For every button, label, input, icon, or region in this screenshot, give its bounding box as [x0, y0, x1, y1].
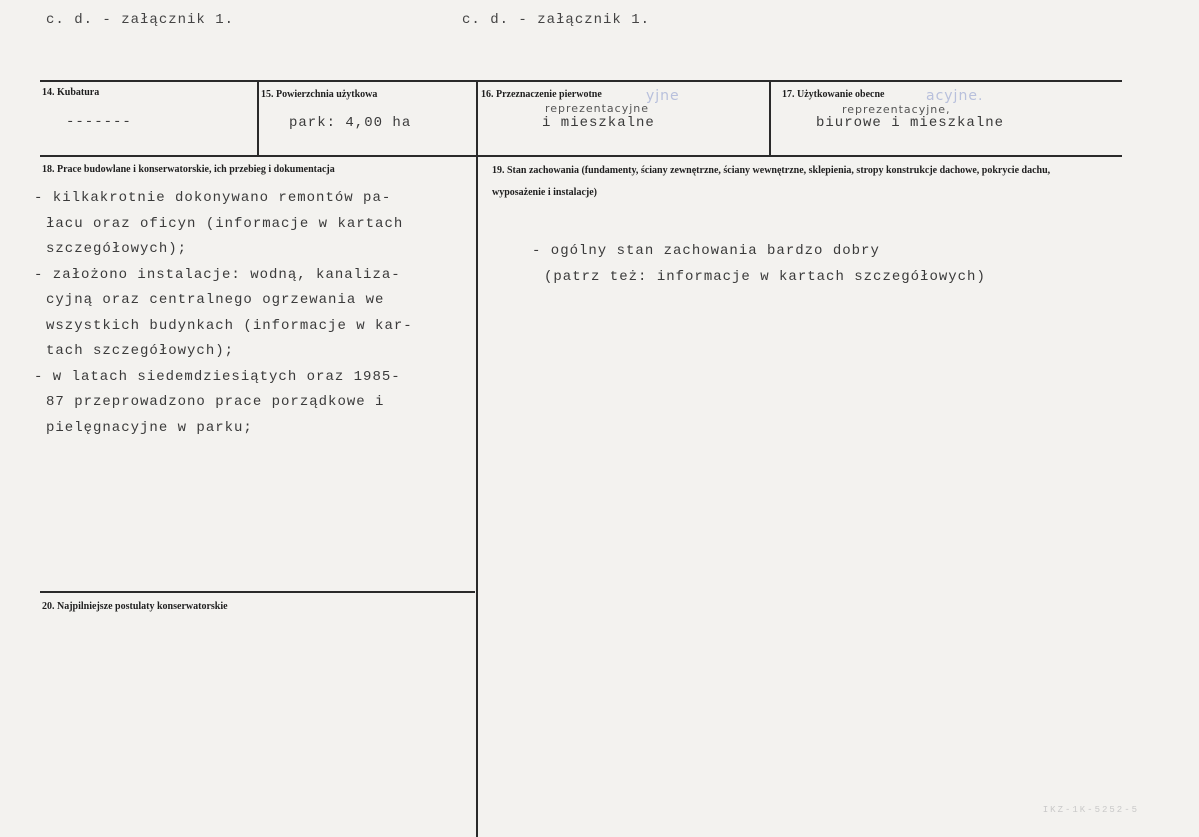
- field-17-stamp: acyjne.: [926, 88, 984, 104]
- divider-14-15: [257, 80, 259, 156]
- header-left: c. d. - załącznik 1.: [46, 12, 235, 28]
- field-18-line: - kilkakrotnie dokonywano remontów pa-: [34, 190, 392, 206]
- field-19-text: [532, 238, 986, 290]
- center-divider: [476, 80, 478, 837]
- faint-reference-mark: IKZ-1K-5252-5: [1042, 805, 1139, 815]
- field-20-label: 20. Najpilniejsze postulaty konserwatorskie: [42, 601, 228, 612]
- row-rule: [40, 155, 1122, 157]
- field-18-text: [34, 186, 444, 441]
- field-15-value: park: 4,00 ha: [289, 115, 412, 131]
- field-18-line: szczegółowych);: [46, 241, 188, 257]
- field-14-label: 14. Kubatura: [42, 87, 100, 98]
- field-18-line: pielęgnacyjne w parku;: [46, 419, 253, 436]
- field-18-line: 87 przeprowadzono prace porządkowe i: [46, 394, 385, 410]
- top-rule: [40, 80, 1122, 82]
- field-18-label: 18. Prace budowlane i konserwatorskie, ich przebieg i dokumentacja: [42, 164, 335, 175]
- field-17-value: biurowe i mieszkalne: [816, 115, 1005, 131]
- divider-16-17: [769, 80, 771, 156]
- header-right: c. d. - załącznik 1.: [462, 12, 651, 28]
- field-18-line: - w latach siedemdziesiątych oraz 1985-: [34, 368, 401, 385]
- field-16-handwritten: reprezentacyjne: [545, 102, 649, 115]
- field-14-value: -------: [66, 114, 132, 130]
- field-19-line: - ogólny stan zachowania bardzo dobry: [532, 243, 880, 259]
- field-17-handwritten: reprezentacyjne,: [842, 103, 951, 116]
- field-18-line: łacu oraz oficyn (informacje w kartach: [46, 215, 404, 232]
- field-16-value: i mieszkalne: [542, 115, 655, 131]
- field-16-stamp: yjne: [646, 88, 680, 104]
- field-18-line: tach szczegółowych);: [46, 343, 235, 359]
- field-17-label: 17. Użytkowanie obecne: [782, 89, 885, 100]
- field-15-label: 15. Powierzchnia użytkowa: [261, 89, 378, 100]
- section-20-rule: [40, 591, 475, 593]
- field-16-label: 16. Przeznaczenie pierwotne: [481, 89, 602, 100]
- field-18-line: - założono instalacje: wodną, kanaliza-: [34, 266, 401, 283]
- field-18-line: wszystkich budynkach (informacje w kar-: [46, 317, 413, 334]
- field-19-label: 19. Stan zachowania (fundamenty, ściany zewnętrzne, ściany wewnętrzne, sklepienia, stropy konstrukcje dachowe, pokrycie dachu, wyposażenie i instalacje): [492, 165, 1051, 198]
- field-19-line: (patrz też: informacje w kartach szczegółowych): [544, 269, 986, 285]
- field-18-line: cyjną oraz centralnego ogrzewania we: [46, 292, 385, 308]
